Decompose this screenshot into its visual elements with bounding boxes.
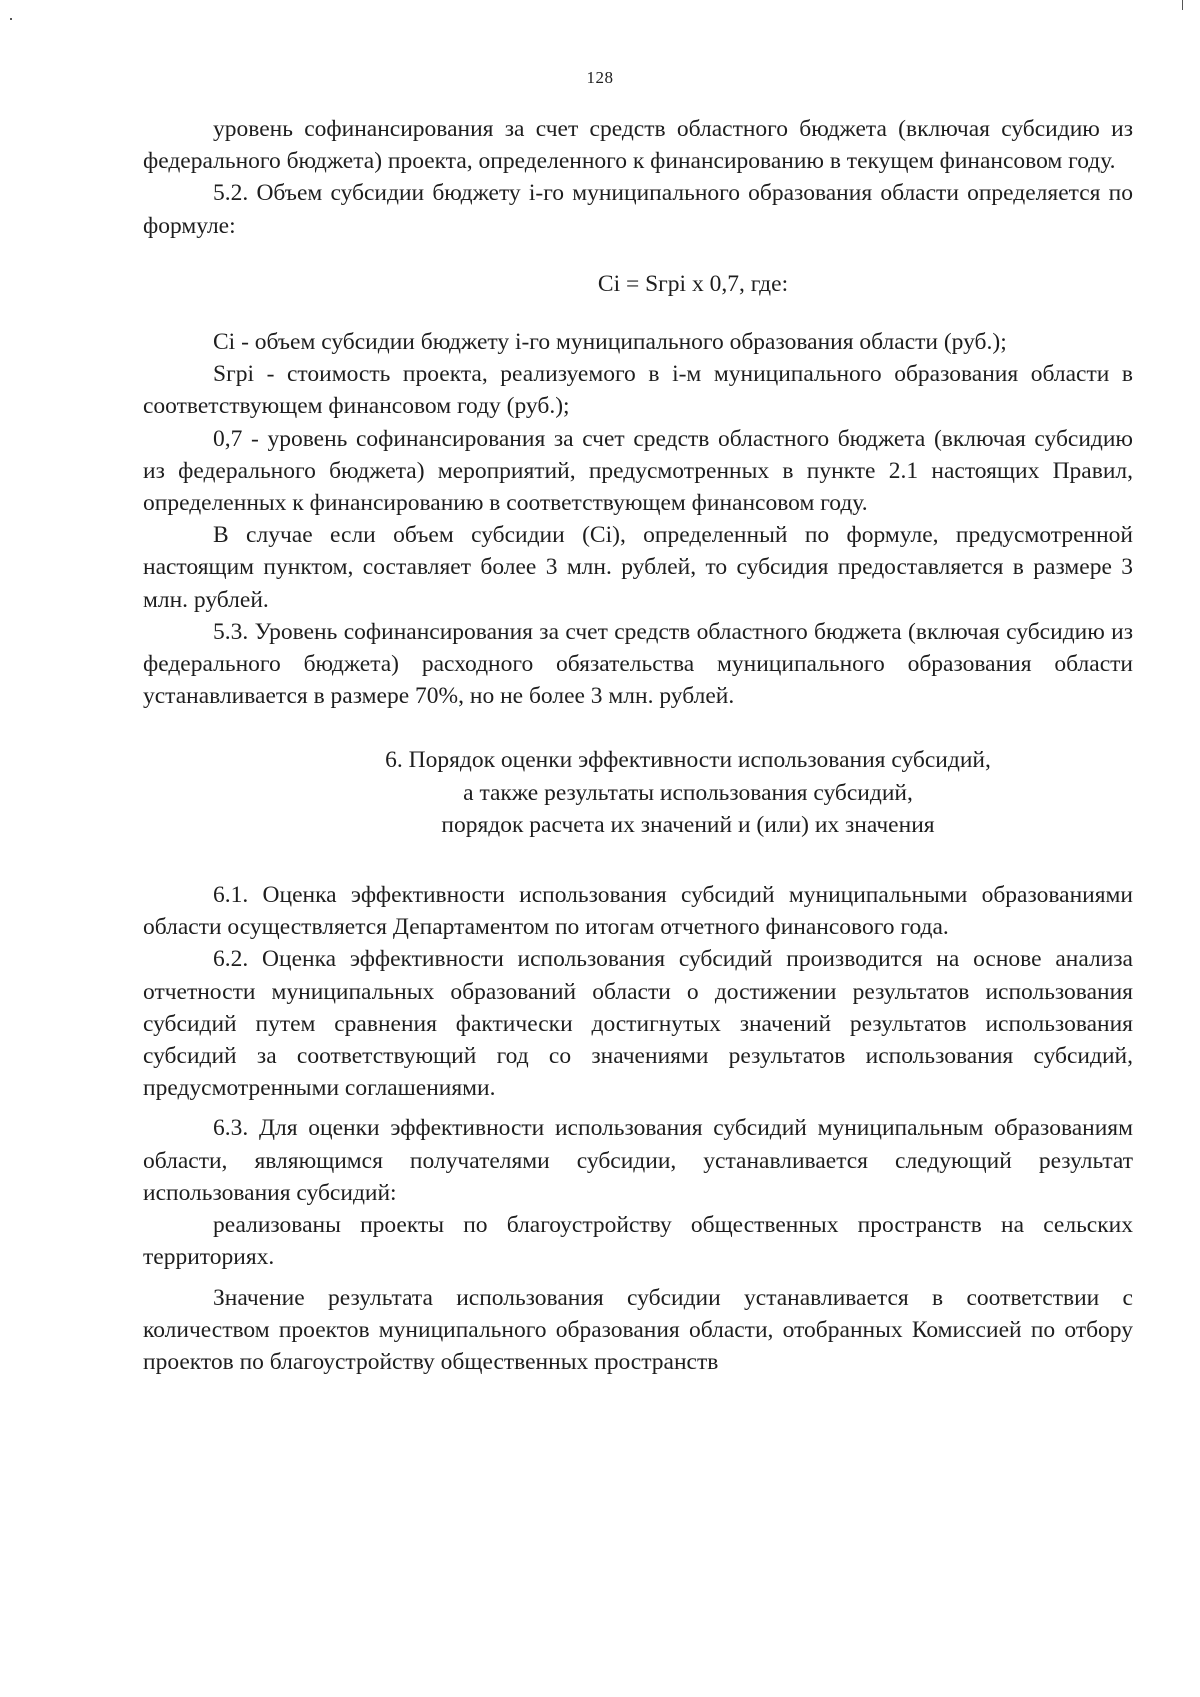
formula: Ci = Sгpi x 0,7, где: (597, 270, 789, 297)
paragraph-result-value: Значение результата использования субсидии устанавливается в соответствии с количеством проектов муниципального образования области, отобранных Комиссией по отбору проектов по благоустройству общественных пространств (143, 1284, 1133, 1375)
section-heading-line: 6. Порядок оценки эффективности использования субсидий, (385, 747, 991, 774)
paragraph-5-2: 5.2. Объем субсидии бюджету i-го муниципального образования области определяется по формуле: (143, 180, 1133, 239)
paragraph-6-3: 6.3. Для оценки эффективности использования субсидий муниципальным образованиям области, являющимся получателями субсидии, устанавливается следующий результат использования субсидий: (143, 1115, 1133, 1206)
paragraph-result: реализованы проекты по благоустройству общественных пространств на сельских территориях. (143, 1212, 1133, 1271)
paragraph-coefficient-definition: 0,7 - уровень софинансирования за счет средств областного бюджета (включая субсидию из федерального бюджета) мероприятий, предусмотренных в пункте 2.1 настоящих Правил, определенных к финансированию в соответствующем финансовом году. (143, 425, 1133, 517)
paragraph-6-2: 6.2. Оценка эффективности использования субсидий производится на основе анализа отчетности муниципальных образований области о достижении результатов использования субсидий путем сравнения фактически достигнутых значений результатов использования субсидий за соответствующий год со значениями результатов использования субсидий, предусмотренными соглашениями. (143, 946, 1133, 1102)
section-heading-line: а также результаты использования субсидий, (463, 779, 913, 806)
page-number: 128 (586, 68, 614, 87)
paragraph-ci-definition: Ci - объем субсидии бюджету i-го муниципального образования области (руб.); (213, 329, 1007, 356)
paragraph-cofinancing-level: уровень софинансирования за счет средств областного бюджета (включая субсидию из федерального бюджета) проекта, определенного к финансированию в текущем финансовом году. (143, 116, 1133, 175)
scan-mark-top-left (10, 18, 12, 20)
section-6-heading (243, 744, 1133, 841)
section-heading-line: порядок расчета их значений и (или) их значения (441, 811, 935, 838)
paragraph-limit-3mln: В случае если объем субсидии (Ci), определенный по формуле, предусмотренной настоящим пунктом, составляет более 3 млн. рублей, то субсидия предоставляется в размере 3 млн. рублей. (143, 522, 1133, 613)
paragraph-6-1: 6.1. Оценка эффективности использования субсидий муниципальными образованиями области осуществляется Департаментом по итогам отчетного финансового года. (143, 882, 1133, 941)
paragraph-5-3: 5.3. Уровень софинансирования за счет средств областного бюджета (включая субсидию из федерального бюджета) расходного обязательства муниципального образования области устанавливается в размере 70%, но не более 3 млн. рублей. (143, 618, 1133, 710)
paragraph-sgpi-definition: Sгpi - стоимость проекта, реализуемого в i-м муниципального образования области в соответствующем финансовом году (руб.); (143, 361, 1133, 420)
document-body (143, 113, 1133, 1378)
scan-mark-top-right (1182, 0, 1183, 10)
